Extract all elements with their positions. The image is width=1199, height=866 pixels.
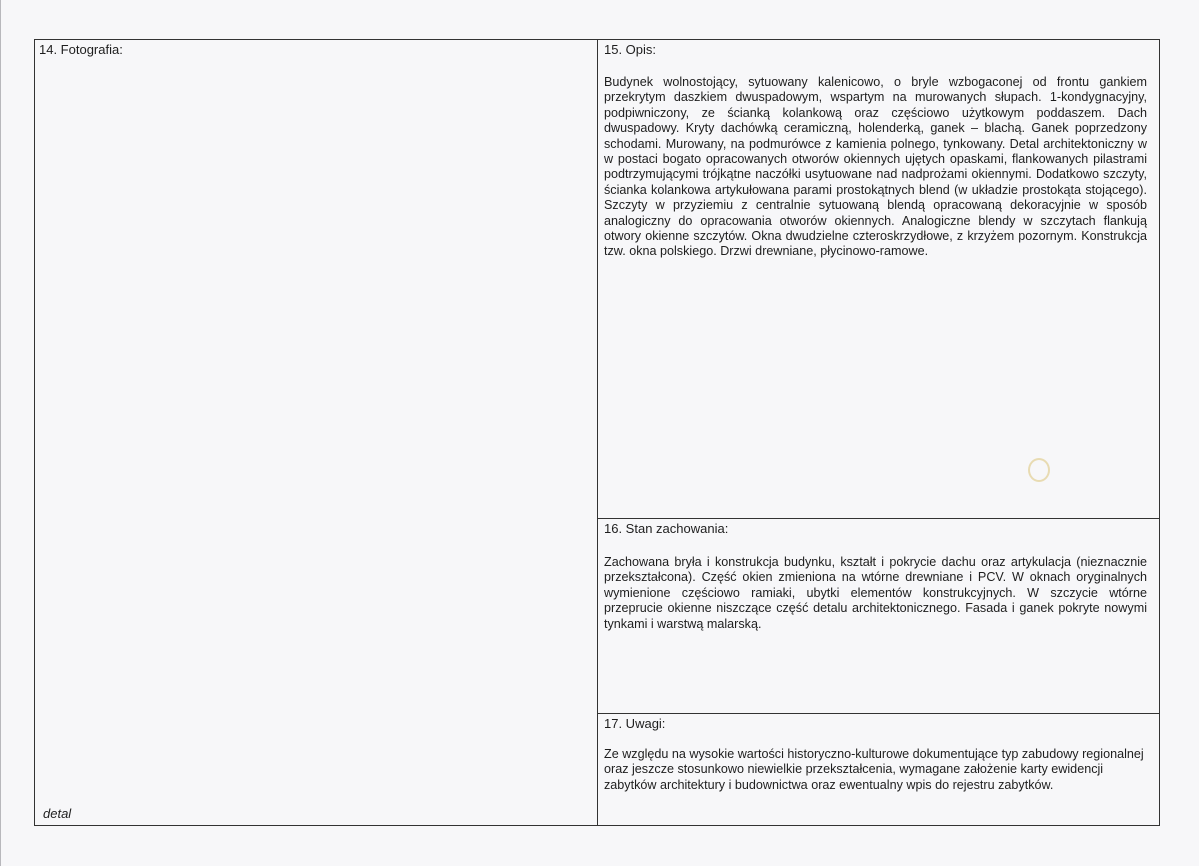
condition-text: Zachowana bryła i konstrukcja budynku, kształt i pokrycie dachu oraz artykulacja (nieznacznie przekształcona). Część okien zmieniona na wtórne drewniane i PCV. W oknach oryginalnych wymienione częściowo ramiaki, ubytki elementów konstrukcyjnych. W szczycie wtórne przeprucie okienne niszczące część detalu architektonicznego. Fasada i ganek pokryte nowymi tynkami i warstwą malarską. xyxy=(604,555,1147,631)
form-frame xyxy=(34,39,1160,826)
photo-label: 14. Fotografia: xyxy=(39,42,123,57)
condition-label: 16. Stan zachowania: xyxy=(604,521,729,536)
photo-caption: detal xyxy=(43,806,72,821)
paper-stain xyxy=(1028,458,1050,482)
condition-section xyxy=(598,519,1159,714)
remarks-text: Ze względu na wysokie wartości historyczno-kulturowe dokumentujące typ zabudowy regionalnej oraz jeszcze stosunkowo niewielkie przekształcenia, wymagane założenie karty ewidencji zabytków architektury i budownictwa oraz ewentualny wpis do rejestru zabytków. xyxy=(604,747,1144,792)
description-column xyxy=(598,40,1159,825)
photo-section xyxy=(35,40,598,825)
remarks-section xyxy=(598,714,1159,825)
description-section xyxy=(598,40,1159,519)
remarks-label: 17. Uwagi: xyxy=(604,716,666,731)
description-text: Budynek wolnostojący, sytuowany kalenicowo, o bryle wzbogaconej od frontu gankiem przekrytym daszkiem dwuspadowym, wspartym na murowanych słupach. 1-kondygnacyjny, podpiwniczony, ze ścianką kolankową oraz częściowo użytkowym poddaszem. Dach dwuspadowy. Kryty dachówką ceramiczną, holenderką, ganek – blachą. Ganek poprzedzony schodami. Murowany, na podmurówce z kamienia polnego, tynkowany. Detal architektoniczny w w postaci bogato opracowanych otworów okiennych ujętych opaskami, flankowanych pilastrami podtrzymującymi trójkątne naczółki usytuowane nad nadprożami okiennymi. Dodatkowo szczyty, ścianka kolankowa artykułowana parami prostokątnych blend (w układzie prostokąta stojącego). Szczyty w przyziemiu z centralnie sytuowaną blendą opracowaną dekoracyjnie w sposób analogiczny do opracowania otworów okiennych. Analogiczne blendy w szczytach flankują otwory okienne szczytów. Okna dwudzielne czteroskrzydłowe, z krzyżem pozornym. Konstrukcja tzw. okna polskiego. Drzwi drewniane, płycinowo-ramowe. xyxy=(604,75,1147,259)
description-label: 15. Opis: xyxy=(604,42,657,57)
